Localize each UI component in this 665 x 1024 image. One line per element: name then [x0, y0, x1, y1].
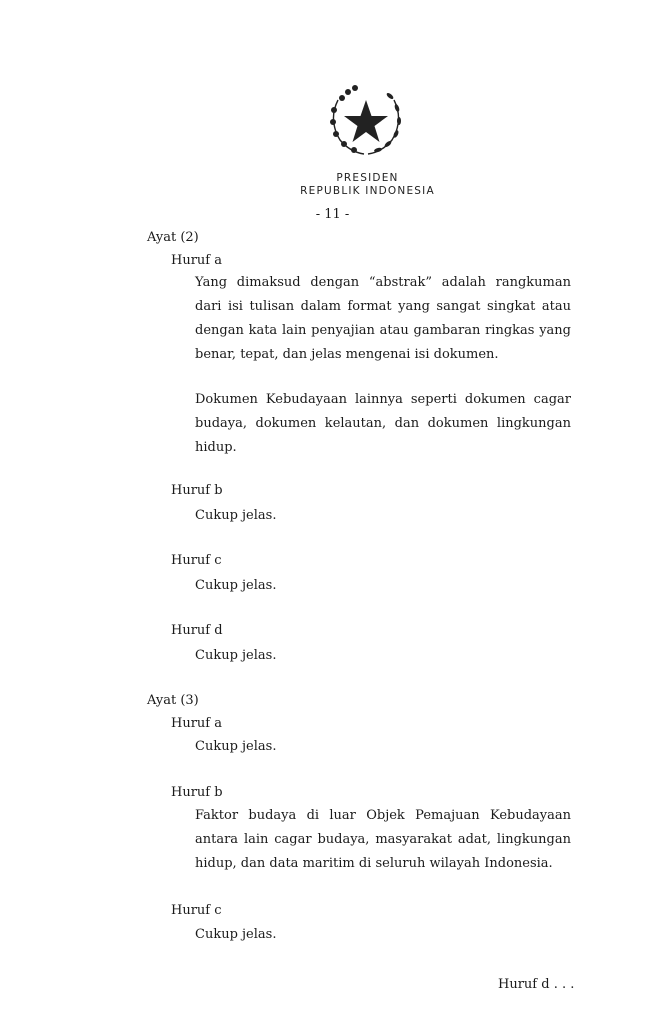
continuation-catchword: Huruf d . . .: [498, 977, 575, 992]
ayat-2-huruf-d-text: Cukup jelas.: [195, 648, 277, 663]
ayat-2-label: Ayat (2): [147, 230, 199, 245]
ayat-2-huruf-a-paragraph-1: Yang dimaksud dengan “abstrak” adalah rangkuman dari isi tulisan dalam format yang sangat singkat atau dengan kata lain penyajian atau gambaran ringkas yang benar, tepat, dan jelas mengenai isi dokumen.: [195, 275, 571, 362]
ayat-3-huruf-b-text: Faktor budaya di luar Objek Pemajuan Kebudayaan antara lain cagar budaya, masyarakat adat, lingkungan hidup, dan data maritim di seluruh wilayah Indonesia.: [195, 808, 571, 871]
ayat-3-huruf-a-text: Cukup jelas.: [195, 739, 277, 754]
ayat-3-huruf-c-text: Cukup jelas.: [195, 927, 277, 942]
ayat-3-huruf-c-label: Huruf c: [171, 903, 222, 918]
header-presiden: PRESIDEN: [336, 172, 399, 184]
header-republik-indonesia: REPUBLIK INDONESIA: [300, 185, 435, 197]
ayat-2-huruf-d-label: Huruf d: [171, 623, 223, 638]
page-number: - 11 -: [315, 207, 350, 222]
ayat-2-huruf-a-paragraph-2: Dokumen Kebudayaan lainnya seperti dokumen cagar budaya, dokumen kelautan, dan dokumen lingkungan hidup.: [195, 392, 571, 455]
ayat-2-huruf-a-label: Huruf a: [171, 253, 222, 268]
ayat-3-label: Ayat (3): [147, 693, 199, 708]
ayat-2-huruf-b-text: Cukup jelas.: [195, 508, 277, 523]
ayat-2-huruf-c-label: Huruf c: [171, 553, 222, 568]
ayat-2-huruf-c-text: Cukup jelas.: [195, 578, 277, 593]
ayat-3-huruf-a-label: Huruf a: [171, 716, 222, 731]
ayat-2-huruf-b-label: Huruf b: [171, 483, 223, 498]
ayat-3-huruf-b-label: Huruf b: [171, 785, 223, 800]
garuda-star-emblem-icon: [324, 80, 408, 160]
